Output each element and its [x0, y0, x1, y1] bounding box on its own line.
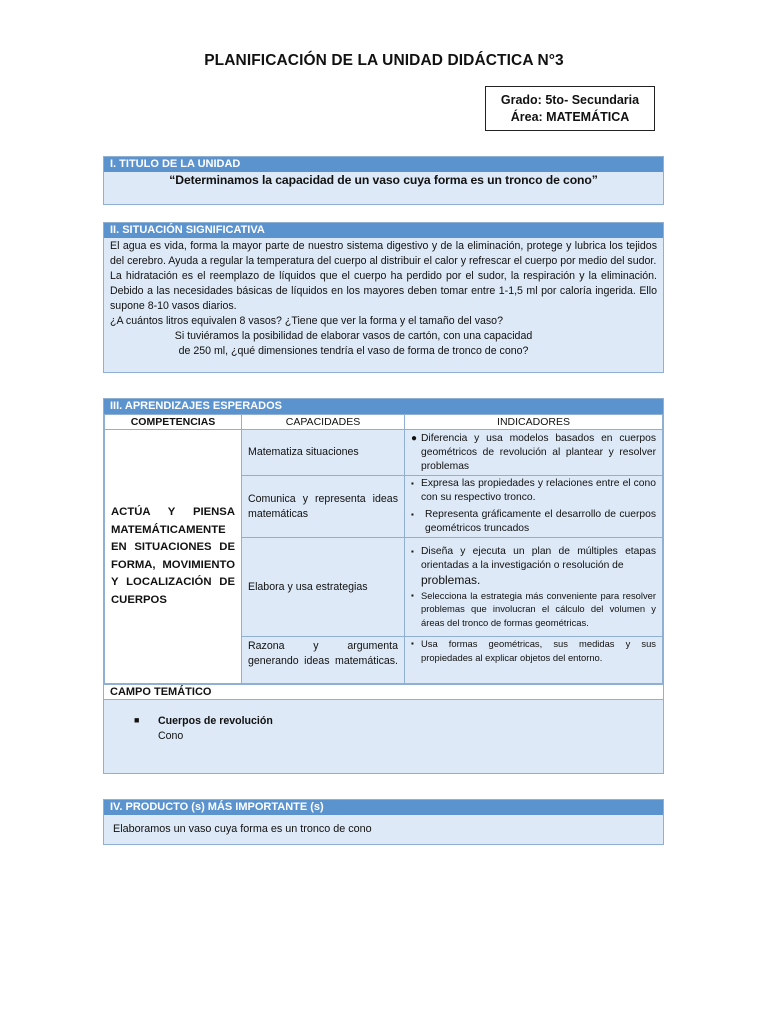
bullet-icon: ▪	[411, 479, 414, 488]
bullet-icon: ●	[411, 432, 418, 444]
learning-header: III. APRENDIZAJES ESPERADOS	[104, 399, 663, 414]
grade-area-box	[485, 86, 655, 131]
unit-title-text: “Determinamos la capacidad de un vaso cuya forma es un tronco de cono”	[169, 173, 598, 187]
capacidad-cell: Elabora y usa estrategias	[242, 538, 405, 637]
bullet-icon: ▪	[411, 590, 414, 600]
situation-paragraph: La hidratación es el reemplazo de líquidos que el cuerpo ha perdido por el sudor, la respiración y la eliminación. Debido a las necesidades básicas de líquidos en los mayores deben tomar entre 1-1,5 ml por caloría ingerida. Ello supone 8-10 vasos diarios.	[110, 270, 657, 312]
product-text: Elaboramos un vaso cuya forma es un tronco de cono	[113, 823, 372, 835]
bullet-icon: ■	[134, 715, 140, 725]
col-competencias: COMPETENCIAS	[105, 415, 242, 430]
situation-paragraph: El agua es vida, forma la mayor parte de nuestro sistema digestivo y de la eliminación, protege y lubrica los tejidos del cerebro. Ayuda a regular la temperatura del cuerpo al distribuir el calor y refrescar el cuerpo por medio del sudor.	[110, 240, 657, 267]
learning-section	[103, 398, 664, 774]
unit-title-header: I. TITULO DE LA UNIDAD	[104, 157, 663, 172]
competencia-cell: ACTÚA Y PIENSA MATEMÁTICAMENTE EN SITUACIONES DE FORMA, MOVIMIENTO Y LOCALIZACIÓN DE CUERPOS	[105, 430, 242, 684]
bullet-icon: ▪	[411, 510, 414, 519]
area-label: Área: MATEMÁTICA	[510, 110, 630, 124]
indicator-item: ▪ Expresa las propiedades y relaciones entre el cono con su respectivo tronco.	[411, 478, 656, 503]
situation-question: Si tuviéramos la posibilidad de elaborar vasos de cartón, con una capacidad de 250 ml, ¿qué dimensiones tendría el vaso de forma de tronco de cono?	[174, 330, 533, 357]
bullet-icon: ▪	[411, 639, 414, 648]
product-header: IV. PRODUCTO (s) MÁS IMPORTANTE (s)	[104, 800, 663, 815]
capacidad-cell: Razona y argumenta generando ideas matemáticas.	[242, 637, 405, 684]
capacidad-cell: Comunica y representa ideas matemáticas	[242, 476, 405, 538]
campo-subitem: Cono	[158, 730, 184, 742]
indicadores-cell	[405, 637, 663, 684]
indicadores-cell	[405, 538, 663, 637]
product-section	[103, 799, 664, 845]
col-capacidades: CAPACIDADES	[242, 415, 405, 430]
indicator-item: ▪ Usa formas geométricas, sus medidas y sus propiedades al explicar objetos del entorno.	[411, 638, 656, 663]
campo-item: Cuerpos de revolución	[158, 715, 273, 727]
page-title: PLANIFICACIÓN DE LA UNIDAD DIDÁCTICA N°3	[204, 52, 564, 69]
campo-tematico-body	[104, 700, 663, 744]
indicator-item: ▪ Selecciona la estrategia más conveniente para resolver problemas que involucran el cálculo del volumen y áreas del tronco de formas geométricas.	[411, 589, 656, 628]
indicadores-cell	[405, 430, 663, 476]
situation-body	[104, 238, 663, 359]
learning-table	[104, 414, 663, 684]
unit-title-section	[103, 156, 664, 205]
indicator-item: ● Diferencia y usa modelos basados en cuerpos geométricos de revolución al plantear y resolver problemas	[411, 432, 656, 472]
situation-section	[103, 222, 664, 373]
situation-question: ¿A cuántos litros equivalen 8 vasos? ¿Tiene que ver la forma y el tamaño del vaso?	[110, 315, 503, 327]
campo-tematico-header: CAMPO TEMÁTICO	[104, 684, 663, 700]
indicator-item: ▪ Representa gráficamente el desarrollo de cuerpos geométricos truncados	[411, 509, 656, 534]
bullet-icon: ▪	[411, 546, 414, 556]
situation-header: II. SITUACIÓN SIGNIFICATIVA	[104, 223, 663, 238]
indicator-item: ▪ Diseña y ejecuta un plan de múltiples etapas orientadas a la investigación o resolución de problemas.	[411, 545, 656, 587]
grade-label: Grado: 5to- Secundaria	[500, 93, 640, 107]
col-indicadores: INDICADORES	[405, 415, 663, 430]
indicadores-cell	[405, 476, 663, 538]
capacidad-cell: Matematiza situaciones	[242, 430, 405, 476]
